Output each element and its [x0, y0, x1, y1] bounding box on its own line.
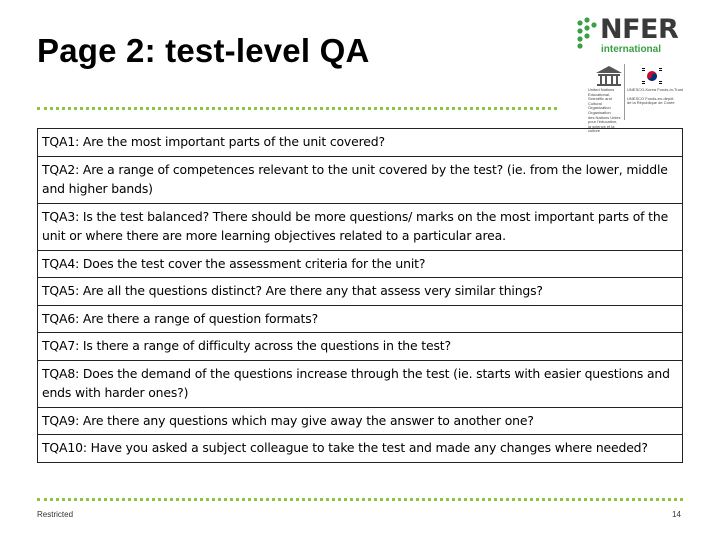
- unesco-temple-icon: [594, 64, 624, 88]
- qa-item-2: TQA2: Are a range of competences relevant to the unit covered by the test? (ie. from the lower, middle and higher bands): [38, 156, 683, 203]
- logo-divider: [624, 64, 625, 120]
- qa-item-6: TQA6: Are there a range of question formats?: [38, 305, 683, 333]
- unesco-text-right: UNESCO-Korea Funds-in-Trust UNESCO Fonds-en-dépôt de la République de Corée: [627, 87, 684, 106]
- table-row: [38, 250, 683, 278]
- classification-label: Restricted: [37, 510, 74, 519]
- qa-item-10: TQA10: Have you asked a subject colleague to take the test and made any changes where needed?: [38, 435, 683, 463]
- page-number: 14: [672, 510, 681, 519]
- nfer-dots-icon: [576, 16, 598, 52]
- table-row: [38, 278, 683, 306]
- qa-item-8: TQA8: Does the demand of the questions increase through the test (ie. starts with easier questions and ends with harder ones?): [38, 360, 683, 407]
- page-title: Page 2: test-level QA: [37, 32, 370, 69]
- qa-item-7: TQA7: Is there a range of difficulty across the questions in the test?: [38, 333, 683, 361]
- nfer-subtitle: international: [601, 44, 662, 55]
- qa-item-9: TQA9: Are there any questions which may give away the answer to another one?: [38, 407, 683, 435]
- nfer-wordmark: NFER: [600, 14, 679, 45]
- qa-item-3: TQA3: Is the test balanced? There should be more questions/ marks on the most important parts of the unit or where there are more learning objectives related to a particular area.: [38, 203, 683, 250]
- korea-flag-icon: [640, 66, 664, 86]
- table-row: [38, 129, 683, 157]
- nfer-logo: [576, 16, 696, 62]
- table-row: [38, 156, 683, 203]
- unesco-korea-logo: [588, 64, 684, 134]
- qa-item-1: TQA1: Are the most important parts of the unit covered?: [38, 129, 683, 157]
- table-row: [38, 203, 683, 250]
- table-row: [38, 435, 683, 463]
- table-row: [38, 333, 683, 361]
- table-row: [38, 305, 683, 333]
- table-row: [38, 360, 683, 407]
- footer-separator: [37, 498, 683, 501]
- qa-item-4: TQA4: Does the test cover the assessment criteria for the unit?: [38, 250, 683, 278]
- header-separator: [37, 107, 557, 110]
- table-row: [38, 407, 683, 435]
- unesco-text-left: United Nations Educational, Scientific and Cultural Organization Organisation des Nations Unies pour l'éducation, la science et la culture: [588, 87, 621, 134]
- qa-item-5: TQA5: Are all the questions distinct? Are there any that assess very similar things?: [38, 278, 683, 306]
- qa-checklist-table: [37, 128, 683, 463]
